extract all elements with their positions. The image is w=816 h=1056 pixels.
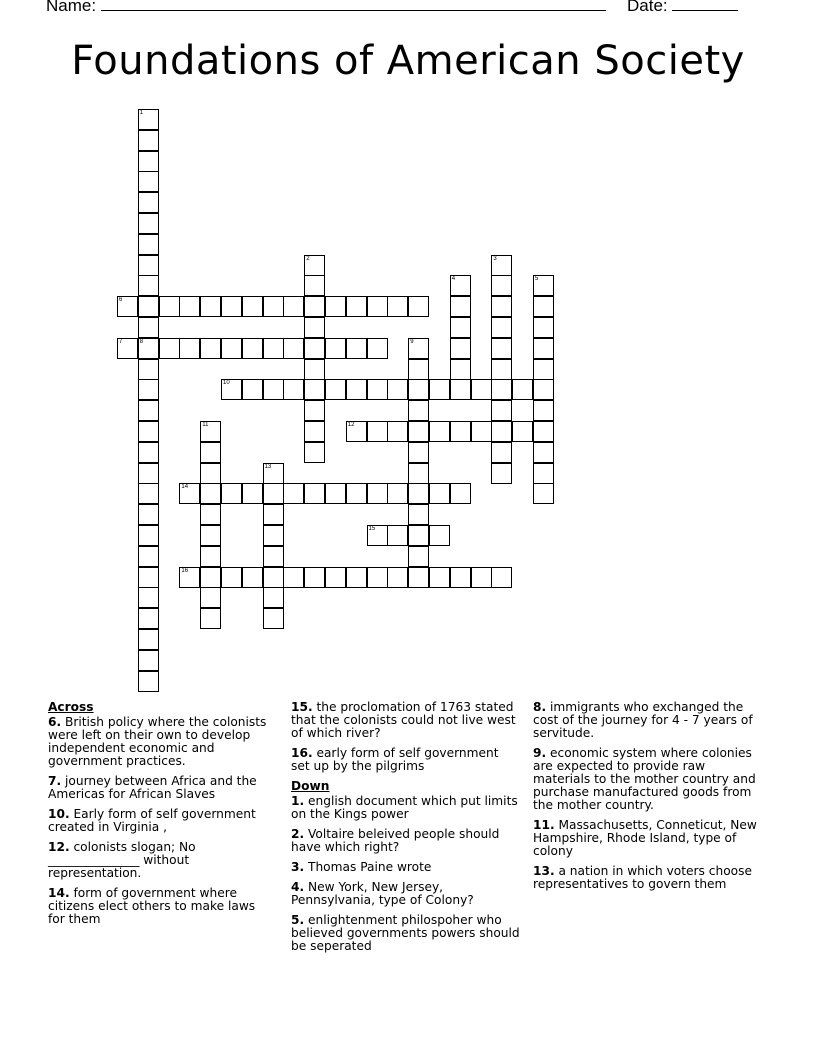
across-clue-list-continued [291, 701, 521, 773]
grid-cell[interactable] [471, 379, 492, 400]
grid-cell[interactable] [242, 483, 263, 504]
grid-cell[interactable] [325, 379, 346, 400]
grid-cell[interactable] [408, 421, 429, 442]
clue-number-16: 16 [181, 567, 189, 574]
grid-cell[interactable] [304, 296, 325, 317]
clue-text: immigrants who exchanged the cost of the journey for 4 - 7 years of servitude. [533, 700, 753, 740]
grid-cell[interactable] [263, 463, 284, 484]
down-clue-list-continued [533, 701, 765, 891]
grid-cell[interactable] [117, 338, 138, 359]
across-heading: Across [48, 700, 94, 714]
grid-cell[interactable] [408, 504, 429, 525]
clue-number-9: 9 [410, 338, 414, 345]
grid-cell[interactable] [242, 379, 263, 400]
grid-cell[interactable] [387, 483, 408, 504]
down-clue-list [291, 795, 521, 953]
grid-cell[interactable] [200, 442, 221, 463]
clue-number-1: 1 [139, 110, 144, 116]
grid-cell[interactable] [138, 338, 159, 359]
clue-item [291, 881, 521, 907]
clue-number-4: 4 [451, 276, 456, 283]
clue-number: 6. [48, 715, 62, 729]
grid-cell[interactable] [512, 421, 533, 442]
clue-item [291, 914, 521, 953]
grid-cell[interactable] [304, 421, 325, 442]
clue-number-7: 7 [119, 338, 123, 345]
grid-cell[interactable] [491, 255, 512, 276]
grid-cell[interactable] [263, 546, 284, 567]
grid-cell[interactable] [450, 567, 471, 588]
grid-cell[interactable] [346, 296, 367, 317]
clue-number-15: 15 [368, 526, 376, 532]
grid-cell[interactable] [533, 275, 554, 296]
clue-number-11: 11 [202, 422, 209, 428]
grid-cell[interactable] [491, 421, 512, 442]
grid-cell[interactable] [367, 421, 388, 442]
grid-cell[interactable] [263, 296, 284, 317]
grid-cell[interactable] [450, 483, 471, 504]
grid-cell[interactable] [221, 567, 242, 588]
grid-cell[interactable] [263, 504, 284, 525]
clue-item [48, 808, 270, 834]
grid-cell[interactable] [179, 483, 200, 504]
clue-text: economic system where colonies are expected to provide raw materials to the mother country and purchase manufactured goods from the mother country. [533, 746, 756, 812]
clue-text: a nation in which voters choose representatives to govern them [533, 864, 752, 891]
grid-cell[interactable] [179, 338, 200, 359]
grid-cell[interactable] [200, 463, 221, 484]
clue-text: British policy where the colonists were left on their own to develop independent economic and government practices. [48, 715, 267, 768]
grid-cell[interactable] [304, 483, 325, 504]
grid-cell[interactable] [491, 463, 512, 484]
clues-column-2 [291, 701, 521, 960]
clue-number-6: 6 [119, 297, 123, 304]
grid-cell[interactable] [138, 400, 159, 421]
grid-cell[interactable] [263, 587, 284, 608]
grid-cell[interactable] [346, 379, 367, 400]
grid-cell[interactable] [408, 296, 429, 317]
clue-text: Voltaire beleived people should have which right? [291, 827, 500, 854]
clue-item [291, 747, 521, 773]
grid-cell[interactable] [283, 379, 304, 400]
grid-cell[interactable] [138, 629, 159, 650]
grid-cell[interactable] [242, 567, 263, 588]
grid-cell[interactable] [491, 275, 512, 296]
grid-cell[interactable] [408, 359, 429, 380]
across-clue-list [48, 716, 270, 926]
grid-cell[interactable] [491, 379, 512, 400]
grid-cell[interactable] [491, 567, 512, 588]
grid-cell[interactable] [138, 255, 159, 276]
grid-cell[interactable] [346, 483, 367, 504]
grid-cell[interactable] [283, 483, 304, 504]
grid-cell[interactable] [304, 359, 325, 380]
grid-cell[interactable] [304, 567, 325, 588]
clue-item [533, 819, 765, 858]
clue-text: Massachusetts, Conneticut, New Hampshire, Rhode Island, type of colony [533, 818, 757, 858]
grid-cell[interactable] [138, 192, 159, 213]
grid-cell[interactable] [429, 379, 450, 400]
grid-cell[interactable] [179, 567, 200, 588]
clue-number: 8. [533, 700, 547, 714]
grid-cell[interactable] [304, 317, 325, 338]
grid-cell[interactable] [450, 317, 471, 338]
grid-cell[interactable] [450, 421, 471, 442]
grid-cell[interactable] [138, 608, 159, 629]
grid-cell[interactable] [450, 296, 471, 317]
clue-number-10: 10 [223, 380, 230, 387]
clue-number-13: 13 [264, 463, 272, 470]
grid-cell[interactable] [471, 421, 492, 442]
grid-cell[interactable] [304, 379, 325, 400]
grid-cell[interactable] [138, 275, 159, 296]
grid-cell[interactable] [367, 379, 388, 400]
clue-number: 16. [291, 746, 313, 760]
grid-cell[interactable] [450, 338, 471, 359]
grid-cell[interactable] [138, 525, 159, 546]
grid-cell[interactable] [138, 483, 159, 504]
grid-cell[interactable] [263, 608, 284, 629]
grid-cell[interactable] [138, 567, 159, 588]
grid-cell[interactable] [283, 296, 304, 317]
grid-cell[interactable] [429, 421, 450, 442]
grid-cell[interactable] [304, 275, 325, 296]
clue-text: english document which put limits on the Kings power [291, 794, 518, 821]
grid-cell[interactable] [200, 546, 221, 567]
grid-cell[interactable] [200, 587, 221, 608]
grid-cell[interactable] [200, 421, 221, 442]
clue-number: 13. [533, 864, 555, 878]
grid-cell[interactable] [138, 379, 159, 400]
clue-text: New York, New Jersey, Pennsylvania, type of Colony? [291, 880, 474, 907]
grid-cell[interactable] [138, 587, 159, 608]
grid-cell[interactable] [450, 359, 471, 380]
grid-cell[interactable] [325, 483, 346, 504]
clue-item [533, 701, 765, 740]
grid-cell[interactable] [200, 525, 221, 546]
grid-cell[interactable] [200, 483, 221, 504]
grid-cell[interactable] [138, 151, 159, 172]
grid-cell[interactable] [408, 463, 429, 484]
clue-number: 4. [291, 880, 305, 894]
grid-cell[interactable] [471, 567, 492, 588]
clue-number-12: 12 [347, 422, 355, 428]
grid-cell[interactable] [533, 317, 554, 338]
clue-text: early form of self government set up by the pilgrims [291, 746, 499, 773]
grid-cell[interactable] [242, 296, 263, 317]
clues-column-1 [48, 701, 270, 933]
clue-text: Thomas Paine wrote [304, 860, 432, 874]
clue-item [533, 747, 765, 812]
grid-cell[interactable] [346, 567, 367, 588]
clue-number: 9. [533, 746, 547, 760]
grid-cell[interactable] [138, 504, 159, 525]
clue-number: 11. [533, 818, 555, 832]
grid-cell[interactable] [325, 567, 346, 588]
grid-cell[interactable] [138, 421, 159, 442]
grid-cell[interactable] [387, 421, 408, 442]
grid-cell[interactable] [491, 317, 512, 338]
grid-cell[interactable] [138, 213, 159, 234]
grid-cell[interactable] [533, 338, 554, 359]
grid-cell[interactable] [179, 296, 200, 317]
grid-cell[interactable] [408, 567, 429, 588]
grid-cell[interactable] [408, 442, 429, 463]
grid-cell[interactable] [263, 483, 284, 504]
grid-cell[interactable] [138, 234, 159, 255]
grid-cell[interactable] [263, 525, 284, 546]
grid-cell[interactable] [533, 359, 554, 380]
grid-cell[interactable] [200, 338, 221, 359]
grid-cell[interactable] [346, 338, 367, 359]
grid-cell[interactable] [346, 421, 367, 442]
grid-cell[interactable] [138, 463, 159, 484]
clue-item [48, 716, 270, 768]
grid-cell[interactable] [263, 338, 284, 359]
grid-cell[interactable] [408, 338, 429, 359]
grid-cell[interactable] [491, 442, 512, 463]
clue-number-2: 2 [306, 255, 310, 262]
grid-cell[interactable] [491, 296, 512, 317]
grid-cell[interactable] [429, 525, 450, 546]
clue-item [48, 841, 270, 880]
grid-cell[interactable] [429, 483, 450, 504]
clue-number: 2. [291, 827, 305, 841]
grid-cell[interactable] [325, 338, 346, 359]
grid-cell[interactable] [138, 130, 159, 151]
clue-item [291, 701, 521, 740]
name-label: Name: [46, 0, 97, 15]
clue-number: 3. [291, 860, 305, 874]
grid-cell[interactable] [138, 109, 159, 130]
grid-cell[interactable] [138, 296, 159, 317]
clue-number: 12. [48, 840, 70, 854]
clue-item [291, 828, 521, 854]
page-title: Foundations of American Society [71, 38, 745, 84]
clue-text: Early form of self government created in Virginia , [48, 807, 256, 834]
clue-item [291, 795, 521, 821]
grid-cell[interactable] [221, 379, 242, 400]
grid-cell[interactable] [138, 546, 159, 567]
clue-item [291, 861, 521, 874]
grid-cell[interactable] [408, 525, 429, 546]
clue-text: colonists slogan; No _______________ without representation. [48, 840, 196, 880]
grid-cell[interactable] [304, 255, 325, 276]
clue-number: 7. [48, 774, 62, 788]
grid-cell[interactable] [408, 400, 429, 421]
grid-cell[interactable] [325, 296, 346, 317]
grid-cell[interactable] [138, 442, 159, 463]
grid-cell[interactable] [367, 296, 388, 317]
grid-cell[interactable] [408, 483, 429, 504]
grid-cell[interactable] [221, 338, 242, 359]
grid-cell[interactable] [200, 504, 221, 525]
grid-cell[interactable] [450, 379, 471, 400]
clue-number-5: 5 [535, 276, 539, 283]
grid-cell[interactable] [200, 608, 221, 629]
clue-text: the proclomation of 1763 stated that the colonists could not live west of which river? [291, 700, 516, 740]
grid-cell[interactable] [159, 338, 180, 359]
grid-cell[interactable] [387, 525, 408, 546]
grid-cell[interactable] [117, 296, 138, 317]
grid-cell[interactable] [367, 567, 388, 588]
clue-number-8: 8 [139, 338, 144, 345]
grid-cell[interactable] [221, 296, 242, 317]
clue-text: form of government where citizens elect others to make laws for them [48, 886, 256, 926]
clue-item [48, 775, 270, 801]
grid-cell[interactable] [304, 400, 325, 421]
grid-cell[interactable] [533, 483, 554, 504]
grid-cell[interactable] [367, 525, 388, 546]
grid-cell[interactable] [387, 379, 408, 400]
grid-cell[interactable] [138, 650, 159, 671]
grid-cell[interactable] [533, 421, 554, 442]
grid-cell[interactable] [533, 463, 554, 484]
clue-number: 5. [291, 913, 305, 927]
grid-cell[interactable] [367, 483, 388, 504]
clue-number: 1. [291, 794, 305, 808]
clue-number: 14. [48, 886, 70, 900]
grid-cell[interactable] [491, 338, 512, 359]
grid-cell[interactable] [283, 567, 304, 588]
grid-cell[interactable] [512, 379, 533, 400]
grid-cell[interactable] [242, 338, 263, 359]
grid-cell[interactable] [408, 379, 429, 400]
clue-item [533, 865, 765, 891]
grid-cell[interactable] [263, 567, 284, 588]
grid-cell[interactable] [408, 546, 429, 567]
grid-cell[interactable] [159, 296, 180, 317]
date-label: Date: [627, 0, 668, 15]
grid-cell[interactable] [533, 442, 554, 463]
grid-cell[interactable] [387, 296, 408, 317]
clue-number: 15. [291, 700, 313, 714]
grid-cell[interactable] [533, 400, 554, 421]
grid-cell[interactable] [221, 483, 242, 504]
down-heading: Down [291, 779, 330, 793]
grid-cell[interactable] [533, 296, 554, 317]
grid-cell[interactable] [491, 359, 512, 380]
grid-cell[interactable] [138, 171, 159, 192]
clue-text: journey between Africa and the Americas for African Slaves [48, 774, 257, 801]
grid-cell[interactable] [138, 317, 159, 338]
clue-item [48, 887, 270, 926]
clue-number-14: 14 [181, 484, 189, 491]
grid-cell[interactable] [200, 296, 221, 317]
grid-cell[interactable] [367, 338, 388, 359]
grid-cell[interactable] [263, 379, 284, 400]
grid-cell[interactable] [491, 400, 512, 421]
grid-cell[interactable] [387, 567, 408, 588]
grid-cell[interactable] [450, 275, 471, 296]
grid-cell[interactable] [283, 338, 304, 359]
clue-text: enlightenment philospoher who believed governments powers should be seperated [291, 913, 520, 953]
grid-cell[interactable] [138, 359, 159, 380]
clue-number-3: 3 [493, 255, 497, 262]
clues-column-3 [533, 701, 765, 898]
grid-cell[interactable] [429, 567, 450, 588]
grid-cell[interactable] [533, 379, 554, 400]
grid-cell[interactable] [200, 567, 221, 588]
grid-cell[interactable] [138, 671, 159, 692]
clue-number: 10. [48, 807, 70, 821]
grid-cell[interactable] [304, 442, 325, 463]
grid-cell[interactable] [304, 338, 325, 359]
